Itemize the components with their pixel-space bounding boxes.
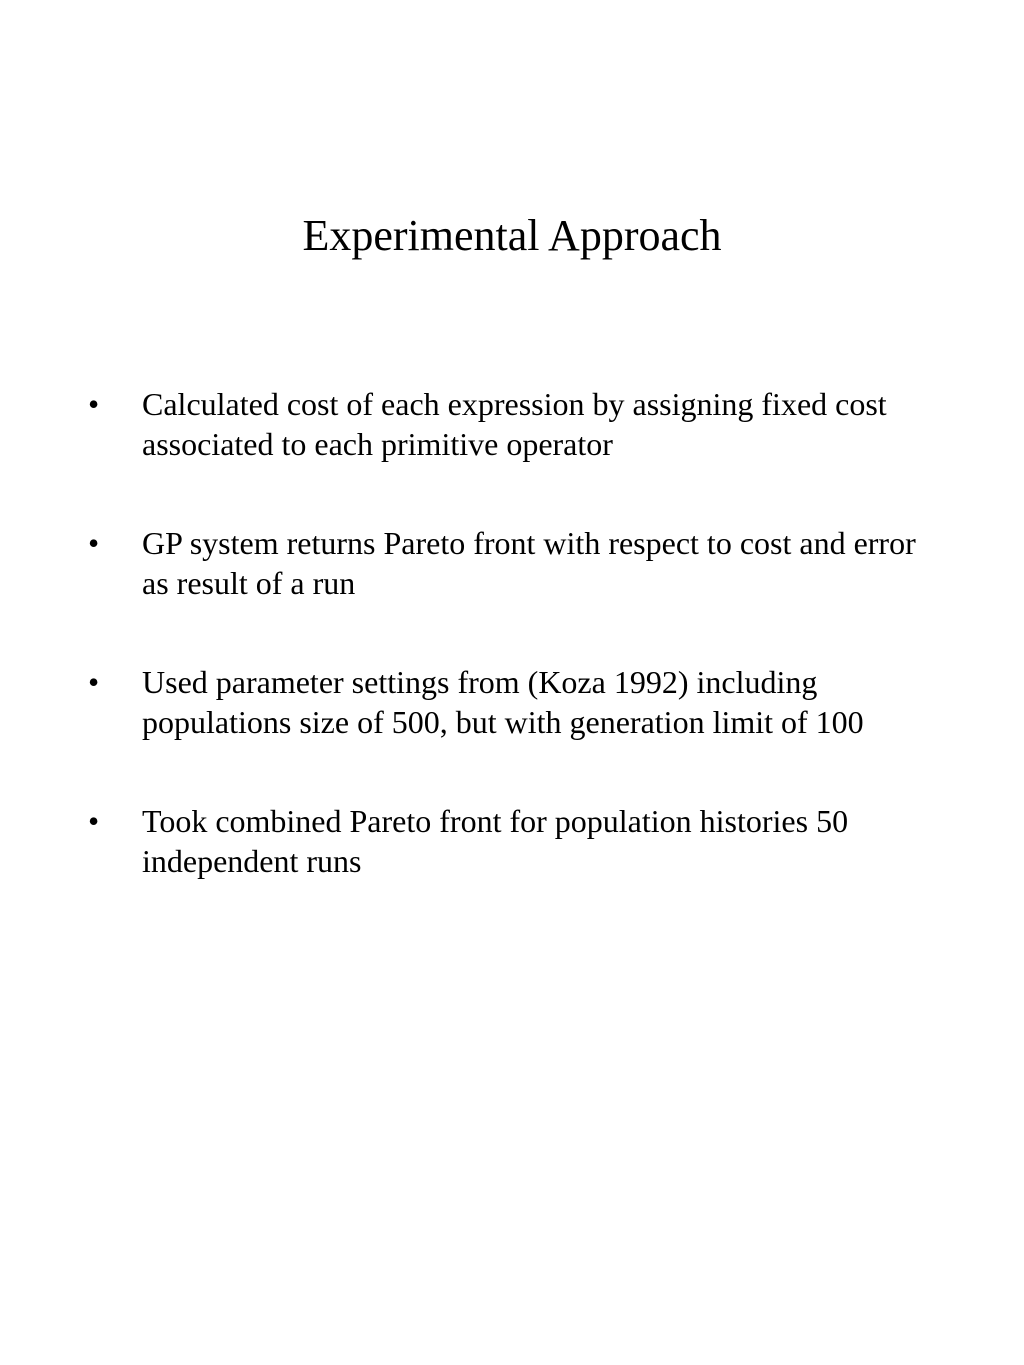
slide-title: Experimental Approach [302,211,722,260]
bullet-dot-icon: • [88,803,100,839]
bullet-list [0,384,1024,940]
bullet-text: GP system returns Pareto front with respect to cost and error as result of a run [142,525,916,601]
bullet-item [0,523,922,603]
bullet-item [0,384,922,464]
bullet-dot-icon: • [88,525,100,561]
bullet-text: Used parameter settings from (Koza 1992) including populations size of 500, but with generation limit of 100 [142,664,864,740]
bullet-text: Calculated cost of each expression by assigning fixed cost associated to each primitive operator [142,386,887,462]
bullet-text: Took combined Pareto front for population histories 50 independent runs [142,803,849,879]
bullet-dot-icon: • [88,664,100,700]
bullet-dot-icon: • [88,386,100,422]
bullet-item [0,801,922,881]
bullet-item [0,662,922,742]
